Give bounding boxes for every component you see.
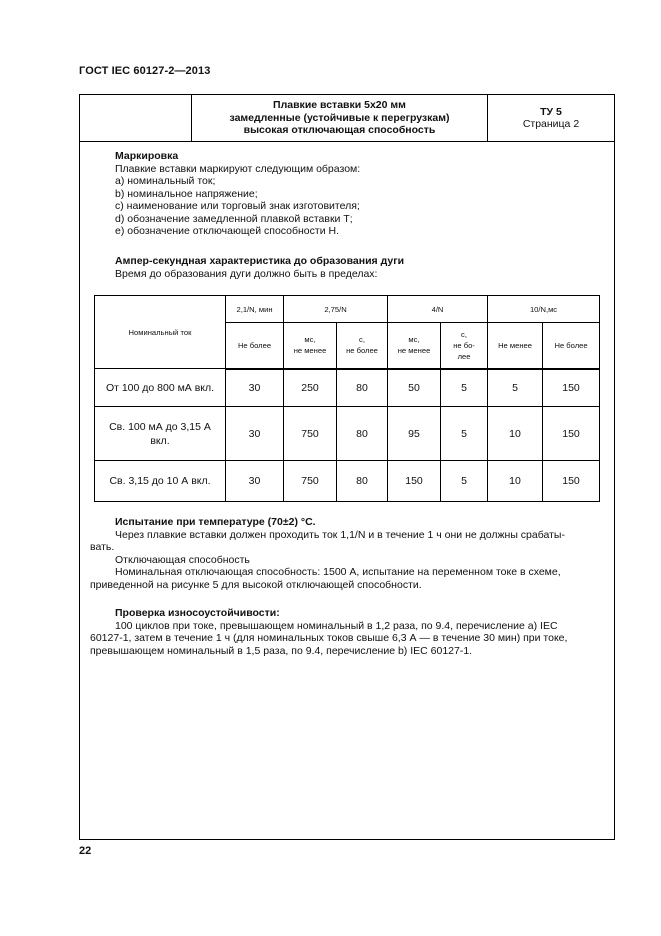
temperature-test-text: вать. [90,541,115,553]
spec-sheet-frame [79,94,615,840]
table-row-label: От 100 до 800 мА вкл. [95,369,226,407]
table-row [95,461,600,502]
table-cell: 150 [543,461,600,502]
table-group-header: 4/N [388,296,488,323]
arc-intro: Время до образования дуги должно быть в пределах: [115,267,378,280]
table-cell: 5 [441,461,488,502]
header-title [192,95,488,141]
table-row-label: Св. 3,15 до 10 А вкл. [95,461,226,502]
table-cell: 750 [284,407,337,461]
document-code: ГОСТ IEC 60127-2—2013 [79,65,211,77]
table-subheader: Не более [226,323,284,369]
table-subheader: Не более [543,323,600,369]
breaking-capacity-heading: Отключающая способность [115,553,250,566]
marking-item: b) номинальное напряжение; [115,187,258,200]
endurance-section [90,607,604,657]
table-group-header: 2,75/N [284,296,388,323]
table-cell: 30 [226,369,284,407]
endurance-text: 60127-1, затем в течение 1 ч (для номинальных токов свыше 6,3 А — в течение 30 мин) при токе, [90,632,568,644]
table-cell: 5 [441,369,488,407]
table-cell: 30 [226,461,284,502]
table-cell: 80 [337,407,388,461]
endurance-text: превышающем номинальный в 1,5 раза, по 9.4, перечисление b) IEC 60127-1. [90,644,473,657]
header-title-line: Плавкие вставки 5х20 мм [273,99,406,112]
table-cell: 150 [388,461,441,502]
spec-page: Страница 2 [522,118,580,130]
table-subheader: мс, не менее [388,323,441,369]
header-title-line: высокая отключающая способность [243,124,436,137]
marking-item: а) номинальный ток; [115,175,216,187]
table-subheader: с, не бо- лее [441,323,488,369]
arc-heading: Ампер-секундная характеристика до образования дуги [115,255,405,267]
table-cell: 150 [543,407,600,461]
table-subheader: с, не более [337,323,388,369]
table-cell: 10 [488,461,543,502]
temperature-test-text: Через плавкие вставки должен проходить ток 1,1/N и в течение 1 ч они не должны срабаты- [115,528,565,541]
marking-item: e) обозначение отключающей способности Н. [115,225,339,237]
table-cell: 5 [488,369,543,407]
table-cell: 5 [441,407,488,461]
temperature-test-section [90,516,604,591]
table-cell: 50 [388,369,441,407]
table-cell: 80 [337,369,388,407]
table-group-header: 2,1/N, мин [226,296,284,323]
table-cell: 250 [284,369,337,407]
table-row-label: Св. 100 мА до 3,15 А вкл. [95,407,226,461]
breaking-capacity-text: приведенной на рисунке 5 для высокой отключающей способности. [90,578,422,591]
temperature-test-heading: Испытание при температуре (70±2) °С. [115,516,316,528]
marking-heading: Маркировка [115,150,179,162]
table-group-header: 10/N,мс [488,296,600,323]
marking-item: c) наименование или торговый знак изготовителя; [115,200,360,212]
arc-section [115,255,604,280]
table-subheader: мс, не менее [284,323,337,369]
marking-intro: Плавкие вставки маркируют следующим образом: [115,162,361,175]
table-corner-header: Номинальный ток [95,296,226,369]
table-cell: 750 [284,461,337,502]
table-cell: 150 [543,369,600,407]
page-number: 22 [79,845,92,857]
header-title-line: замедленные (устойчивые к перегрузкам) [229,111,450,124]
table-cell: 10 [488,407,543,461]
table-row [95,407,600,461]
breaking-capacity-text: Номинальная отключающая способность: 1500 А, испытание на переменном токе в схеме, [115,566,561,578]
endurance-text: 100 циклов при токе, превышающем номинальный в 1,2 раза, по 9.4, перечисление а) IEC [115,619,558,632]
marking-section [115,150,604,238]
header-spec-cell [488,95,614,141]
spec-code: ТУ 5 [540,105,562,118]
table-cell: 95 [388,407,441,461]
marking-item: d) обозначение замедленной плавкой вставки Т; [115,212,353,225]
table-cell: 80 [337,461,388,502]
table-row [95,369,600,407]
table-subheader: Не менее [488,323,543,369]
table-cell: 30 [226,407,284,461]
pre-arcing-table [94,295,600,502]
header-empty-cell [80,95,192,141]
endurance-heading: Проверка износоустойчивости: [115,607,280,619]
spec-sheet-header [80,95,614,142]
